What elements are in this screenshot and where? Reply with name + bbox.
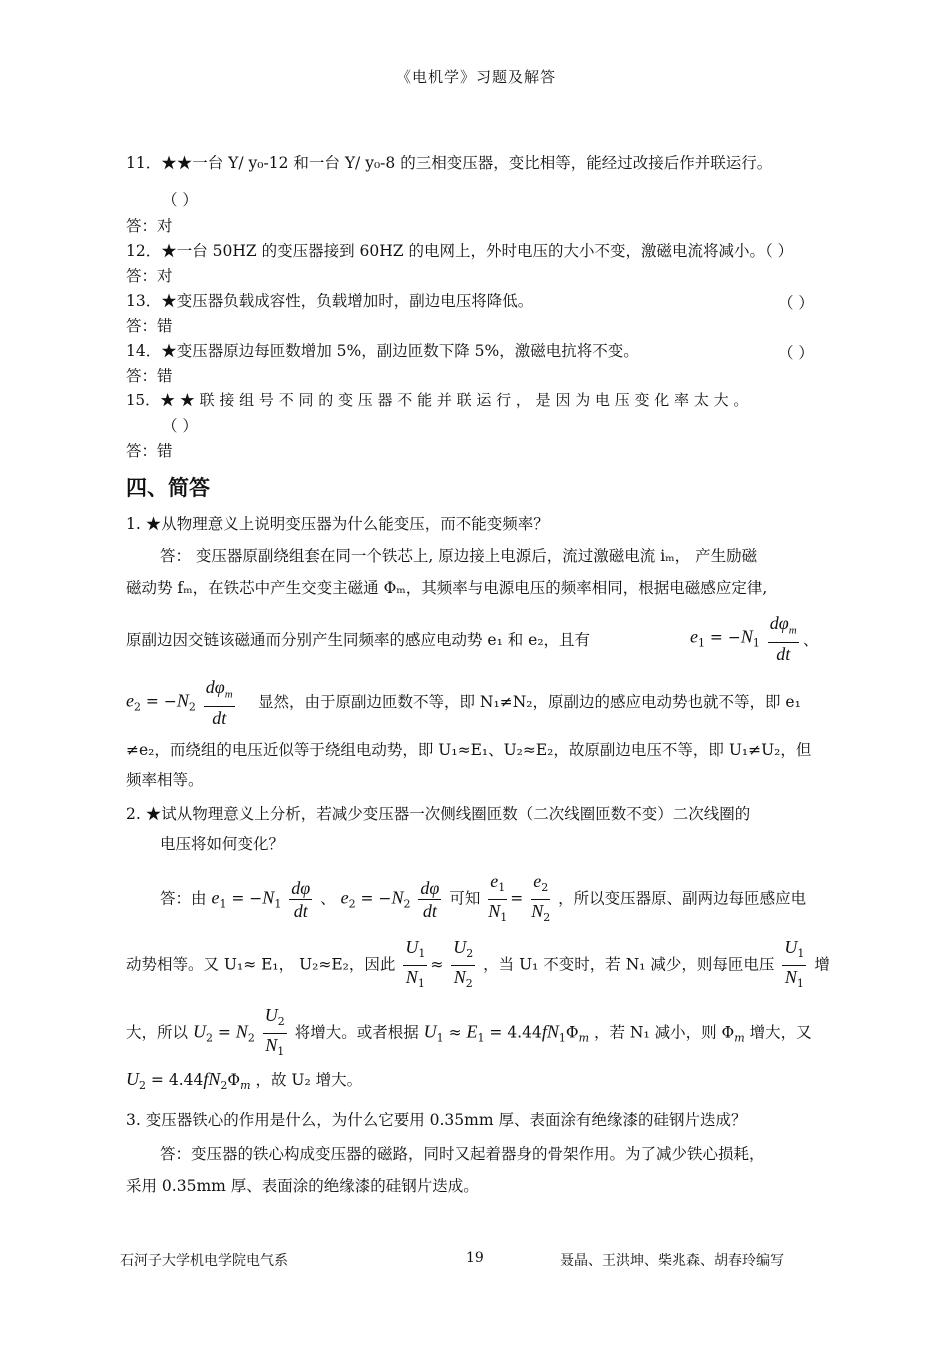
- formula-line: 动势相等。又 U₁≈ E₁， U₂≈E₂，因此 $\frac{U_1}{N_1}$ ≈ $\frac{U_2}{N_2}$ ，当 U₁ 不变时，若 N₁ 减少，则每匝电压 $\frac{U_1}{N_1}$ 增: [126, 937, 830, 991]
- text-fragment: 将增大。或者根据: [294, 1023, 419, 1042]
- question-1: 1. ★从物理意义上说明变压器为什么能变压，而不能变频率？: [126, 515, 549, 533]
- question-15: 15．★ ★ 联 接 组 号 不 同 的 变 压 器 不 能 并 联 运 行 ， 是 因 为 电 压 变 化 率 太 大 。: [126, 391, 749, 409]
- answer-12: 答：对: [126, 267, 173, 285]
- question-11: 11．★★一台 Y/ y₀-12 和一台 Y/ y₀-8 的三相变压器，变比相等，能经过改接后作并联运行。: [126, 154, 773, 172]
- text-fragment: ，当 U₁ 不变时，若 N₁ 减少，则每匝电压: [483, 955, 775, 974]
- question-13: 13．★变压器负载成容性，负载增加时，副边电压将降低。: [126, 292, 534, 310]
- text-fragment: 大，所以: [126, 1023, 189, 1042]
- page-header: 《电机学》习题及解答: [395, 68, 556, 86]
- answer-13: 答：错: [126, 317, 173, 335]
- answer-14: 答：错: [126, 367, 173, 385]
- answer-1-line: 磁动势 fₘ，在铁芯中产生交变主磁通 Φₘ，其频率与电源电压的频率相同，根据电磁感应定律,: [126, 579, 768, 597]
- text-fragment: 答：由: [160, 889, 207, 908]
- question-12: 12．★一台 50HZ 的变压器接到 60HZ 的电网上，外时电压的大小不变，激磁电流将减小。（ ）: [126, 242, 794, 260]
- answer-1-line: 频率相等。: [126, 771, 204, 789]
- formula-line: 答：由 $e_1 = -N_1$ $\frac{d\varphi}{dt}$ 、 $e_2 = -N_2$ $\frac{d\varphi}{dt}$ 可知 $\frac{e_1}{N_1}$ = $\frac{e_2}{N_2}$ ，所以变压器原、副两边每匝感应电: [160, 871, 807, 925]
- formula-line: $U_2 = 4.44fN_2\Phi_m$ ，故 U₂ 增大。: [126, 1069, 363, 1093]
- footer-authors: 聂晶、王洪坤、柴兆森、胡春玲编写: [560, 1253, 784, 1269]
- footer-department: 石河子大学机电学院电气系: [120, 1253, 288, 1269]
- answer-bracket: （ ）: [778, 294, 814, 312]
- punctuation: 、: [803, 631, 819, 649]
- answer-11: 答：对: [126, 217, 173, 235]
- answer-bracket: （ ）: [778, 344, 814, 362]
- text-fragment: 动势相等。又 U₁≈ E₁， U₂≈E₂，因此: [126, 955, 396, 974]
- formula-line: 大，所以 $U_2 = N_2$ $\frac{U_2}{N_1}$ 将增大。或者根据 $U_1 \approx E_1 = 4.44fN_1\Phi_m$ ，若 N₁ 减小，则 $\Phi_m$ 增大，又: [126, 1005, 812, 1059]
- text-fragment: 增大，又: [749, 1023, 812, 1042]
- answer-15: 答：错: [126, 442, 173, 460]
- question-2-cont: 电压将如何变化？: [160, 835, 285, 853]
- section-title: 四、简答: [126, 476, 210, 500]
- question-14: 14．★变压器原边每匝数增加 5%，副边匝数下降 5%，激磁电抗将不变。: [126, 342, 639, 360]
- question-2: 2. ★试从物理意义上分析，若减少变压器一次侧线圈匝数（二次线圈匝数不变）二次线圈的: [126, 805, 751, 823]
- text-fragment: 、: [320, 889, 336, 908]
- answer-1-line: 显然，由于原副边匝数不等，即 N₁≠N₂，原副边的感应电动势也就不等，即 e₁: [258, 693, 801, 711]
- answer-1-line: 答： 变压器原副绕组套在同一个铁芯上, 原边接上电源后，流过激磁电流 iₘ， 产生励磁: [160, 547, 758, 565]
- answer-3-line: 答：变压器的铁心构成变压器的磁路，同时又起着器身的骨架作用。为了减少铁心损耗，: [160, 1145, 765, 1163]
- text-fragment: ，若 N₁ 减小，则: [593, 1023, 717, 1042]
- question-3: 3. 变压器铁心的作用是什么，为什么它要用 0.35mm 厚、表面涂有绝缘漆的硅钢片迭成？: [126, 1111, 747, 1129]
- formula-e2: $e_2 = -N_2$ $\frac{d\varphi_m}{dt}$: [126, 677, 233, 728]
- answer-1-line: ≠e₂，而绕组的电压近似等于绕组电动势，即 U₁≈E₁、U₂≈E₂，故原副边电压不等，即 U₁≠U₂，但: [126, 741, 812, 759]
- page-number: 19: [466, 1250, 484, 1266]
- answer-bracket: （ ）: [162, 417, 198, 435]
- text-fragment: ，故 U₂ 增大。: [255, 1071, 363, 1089]
- text-fragment: ，所以变压器原、副两边每匝感应电: [558, 889, 807, 908]
- answer-3-line: 采用 0.35mm 厚、表面涂的绝缘漆的硅钢片迭成。: [126, 1177, 479, 1195]
- formula-e1: $e_1 = -N_1$ $\frac{d\varphi_m}{dt}$: [690, 613, 797, 664]
- answer-1-line: 原副边因交链该磁通而分别产生同频率的感应电动势 e₁ 和 e₂，且有: [126, 631, 591, 649]
- answer-bracket: （ ）: [162, 191, 198, 209]
- text-fragment: 增: [814, 955, 830, 974]
- text-fragment: 可知: [449, 889, 481, 908]
